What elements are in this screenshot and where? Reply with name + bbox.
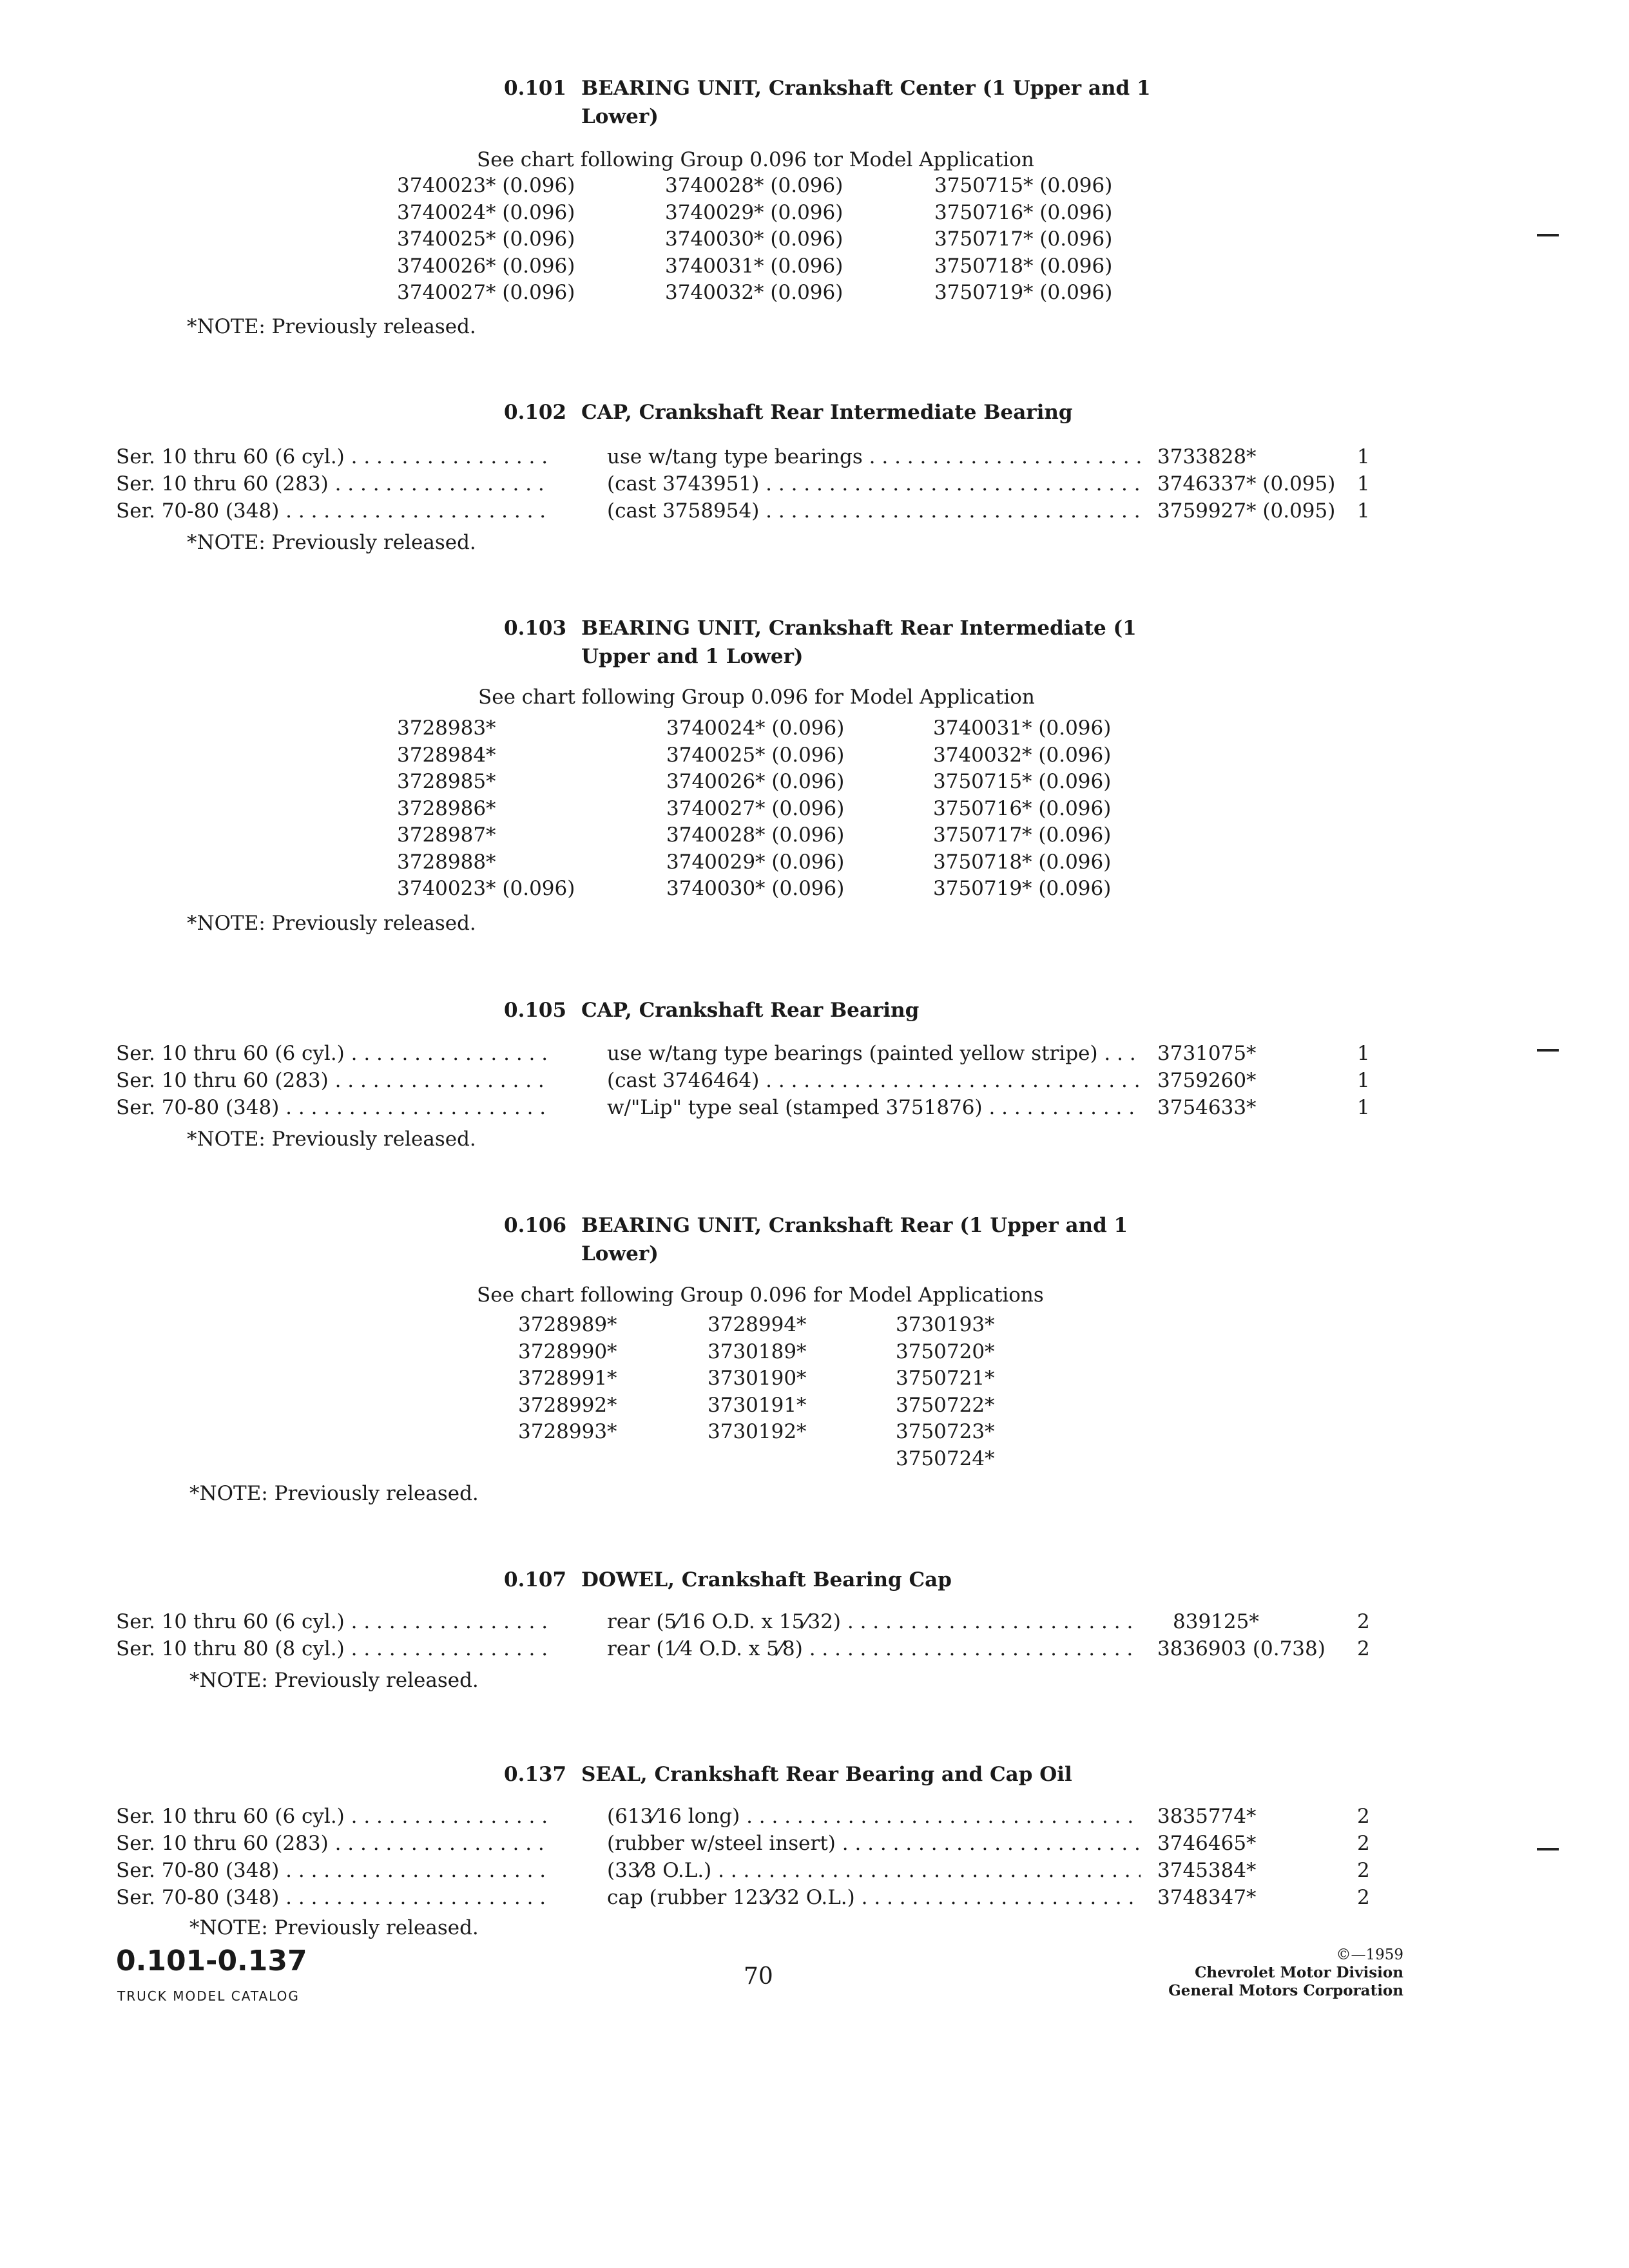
quantity: 1 [1357,1096,1370,1119]
part-number: 3750718* (0.096) [934,254,1113,278]
section-number: 0.102 [504,401,567,424]
part-number: 3750722* [896,1393,995,1417]
section-number: 0.137 [504,1763,567,1786]
part-number: 3835774* [1157,1805,1257,1828]
part-description: use w/tang type bearings . . . [607,443,1141,470]
series-label: Ser. 70-80 (348) . . . [116,1884,546,1911]
part-number: 3754633* [1157,1096,1257,1119]
part-number: 3730192* [708,1420,807,1443]
part-number: 3728985* [397,770,496,793]
quantity: 1 [1357,499,1370,523]
part-number: 3730193* [896,1313,995,1336]
part-number: 3750719* (0.096) [933,877,1112,900]
section-number: 0.103 [504,617,567,640]
part-number: 3750723* [896,1420,995,1443]
release-note: *NOTE: Previously released. [187,1128,476,1151]
application-row [0,1857,1629,1884]
part-description: (rubber w/steel insert) . . . [607,1830,1141,1857]
series-label: Ser. 10 thru 60 (6 cyl.) . . . [116,443,546,470]
section-number: 0.101 [504,77,567,100]
release-note: *NOTE: Previously released. [189,1916,479,1939]
release-note: *NOTE: Previously released. [187,531,476,554]
see-chart-note: See chart following Group 0.096 for Model Applications [477,1283,1044,1307]
series-label: Ser. 10 thru 60 (283) . . . [116,1830,546,1857]
part-number: 3731075* [1157,1042,1257,1065]
part-number: 3750717* (0.096) [933,823,1112,847]
part-number: 3730191* [708,1393,807,1417]
part-number: 3748347* [1157,1886,1257,1909]
series-label: Ser. 10 thru 60 (6 cyl.) . . . [116,1608,546,1635]
part-number: 3740024* (0.096) [666,716,845,740]
part-description: rear (1⁄4 O.D. x 5⁄8) . . . [607,1635,1141,1662]
part-number: 3740032* (0.096) [933,743,1112,767]
quantity: 2 [1357,1859,1370,1882]
application-row [0,470,1629,497]
part-number: 3740024* (0.096) [397,200,575,224]
part-number: 3740025* (0.096) [397,227,575,251]
part-number: 3740032* (0.096) [665,281,843,304]
part-number: 3733828* [1157,445,1257,468]
quantity: 1 [1357,1042,1370,1065]
quantity: 1 [1357,1069,1370,1092]
series-label: Ser. 10 thru 60 (6 cyl.) . . . [116,1040,546,1067]
application-row [0,1803,1629,1830]
publisher-block [1168,1946,1403,2000]
quantity: 2 [1357,1805,1370,1828]
part-number: 3750719* (0.096) [934,281,1113,304]
quantity: 1 [1357,445,1370,468]
section-heading: SEAL, Crankshaft Rear Bearing and Cap Oil [581,1763,1072,1786]
part-number: 3740027* (0.096) [666,796,845,820]
part-number: 3750716* (0.096) [934,200,1113,224]
release-note: *NOTE: Previously released. [187,912,476,935]
section-heading: BEARING UNIT, Crankshaft Center (1 Upper and 1 Lower) [581,77,1151,128]
application-row [0,443,1629,470]
part-number: 3728988* [397,850,496,874]
application-row [0,1067,1629,1094]
part-number: 3750718* (0.096) [933,850,1112,874]
quantity: 2 [1357,1637,1370,1660]
part-number: 3746465* [1157,1832,1257,1855]
part-number: 3740029* (0.096) [666,850,845,874]
part-number: 3740023* (0.096) [397,174,575,197]
copyright: ©—1959 [1336,1946,1403,1963]
series-label: Ser. 10 thru 60 (283) . . . [116,1067,546,1094]
series-label: Ser. 10 thru 60 (283) . . . [116,470,546,497]
quantity: 2 [1357,1610,1370,1633]
part-number: 3740028* (0.096) [665,174,843,197]
release-note: *NOTE: Previously released. [187,315,476,338]
section-number: 0.105 [504,999,567,1022]
part-number: 3740023* (0.096) [397,877,575,900]
part-number: 3740030* (0.096) [665,227,843,251]
part-number: 3740028* (0.096) [666,823,845,847]
part-number: 3728987* [397,823,496,847]
part-description: cap (rubber 123⁄32 O.L.) . . . [607,1884,1141,1911]
part-number: 3746337* (0.095) [1157,472,1336,495]
part-number: 3728992* [518,1393,617,1417]
part-number: 3750720* [896,1340,995,1363]
quantity: 1 [1357,472,1370,495]
series-label: Ser. 10 thru 60 (6 cyl.) . . . [116,1803,546,1830]
section-number: 0.107 [504,1568,567,1591]
part-description: rear (5⁄16 O.D. x 15⁄32) . . . [607,1608,1141,1635]
part-number: 3759260* [1157,1069,1257,1092]
part-number: 839125* [1173,1610,1259,1633]
part-number: 3759927* (0.095) [1157,499,1336,523]
see-chart-note: See chart following Group 0.096 tor Model Application [477,148,1034,171]
part-number: 3730189* [708,1340,807,1363]
part-number: 3750715* (0.096) [934,174,1113,197]
application-row [0,497,1629,524]
page-number: 70 [744,1963,773,1990]
application-row [0,1608,1629,1635]
series-label: Ser. 70-80 (348) . . . [116,1094,546,1121]
series-label: Ser. 70-80 (348) . . . [116,1857,546,1884]
application-row [0,1635,1629,1662]
part-number: 3750716* (0.096) [933,796,1112,820]
revision-mark [1537,1848,1559,1850]
part-number: 3728994* [708,1313,807,1336]
part-number: 3836903 (0.738) [1157,1637,1325,1660]
part-number: 3728984* [397,743,496,767]
part-number: 3740025* (0.096) [666,743,845,767]
part-description: (cast 3746464) . . . [607,1067,1141,1094]
part-number: 3740031* (0.096) [665,254,843,278]
division-name: Chevrolet Motor Division [1195,1964,1403,1981]
release-note: *NOTE: Previously released. [189,1669,479,1692]
part-description: (613⁄16 long) . . . [607,1803,1141,1830]
revision-mark [1537,1049,1559,1052]
part-number: 3740031* (0.096) [933,716,1112,740]
part-number: 3750715* (0.096) [933,770,1112,793]
part-number: 3728986* [397,796,496,820]
part-number: 3728989* [518,1313,617,1336]
release-note: *NOTE: Previously released. [189,1482,479,1505]
part-description: use w/tang type bearings (painted yellow stripe) . . . [607,1040,1141,1067]
group-range: 0.101-0.137 [116,1945,307,1977]
application-row [0,1830,1629,1857]
catalog-name: TRUCK MODEL CATALOG [117,1988,300,2004]
corporation-name: General Motors Corporation [1168,1982,1403,1999]
section-heading: DOWEL, Crankshaft Bearing Cap [581,1568,952,1591]
application-row [0,1884,1629,1911]
part-number: 3750724* [896,1446,995,1470]
part-number: 3745384* [1157,1859,1257,1882]
part-number: 3728993* [518,1420,617,1443]
part-number: 3728983* [397,716,496,740]
section-number: 0.106 [504,1214,567,1237]
part-number: 3730190* [708,1367,807,1390]
section-heading: BEARING UNIT, Crankshaft Rear Intermediate (1 Upper and 1 Lower) [581,617,1137,668]
series-label: Ser. 10 thru 80 (8 cyl.) . . . [116,1635,546,1662]
part-number: 3728990* [518,1340,617,1363]
part-number: 3728991* [518,1367,617,1390]
application-row [0,1094,1629,1121]
part-description: (cast 3743951) . . . [607,470,1141,497]
part-number: 3740029* (0.096) [665,200,843,224]
quantity: 2 [1357,1886,1370,1909]
part-number: 3750717* (0.096) [934,227,1113,251]
see-chart-note: See chart following Group 0.096 for Model Application [478,686,1035,709]
section-heading: BEARING UNIT, Crankshaft Rear (1 Upper and 1 Lower) [581,1214,1128,1265]
part-description: w/"Lip" type seal (stamped 3751876) . . . [607,1094,1141,1121]
section-heading: CAP, Crankshaft Rear Intermediate Bearing [581,401,1073,424]
part-number: 3750721* [896,1367,995,1390]
part-number: 3740030* (0.096) [666,877,845,900]
part-number: 3740026* (0.096) [397,254,575,278]
part-number: 3740027* (0.096) [397,281,575,304]
section-heading: CAP, Crankshaft Rear Bearing [581,999,920,1022]
part-description: (cast 3758954) . . . [607,497,1141,524]
quantity: 2 [1357,1832,1370,1855]
revision-mark [1537,234,1559,236]
application-row [0,1040,1629,1067]
series-label: Ser. 70-80 (348) . . . [116,497,546,524]
part-description: (33⁄8 O.L.) . . . [607,1857,1141,1884]
part-number: 3740026* (0.096) [666,770,845,793]
